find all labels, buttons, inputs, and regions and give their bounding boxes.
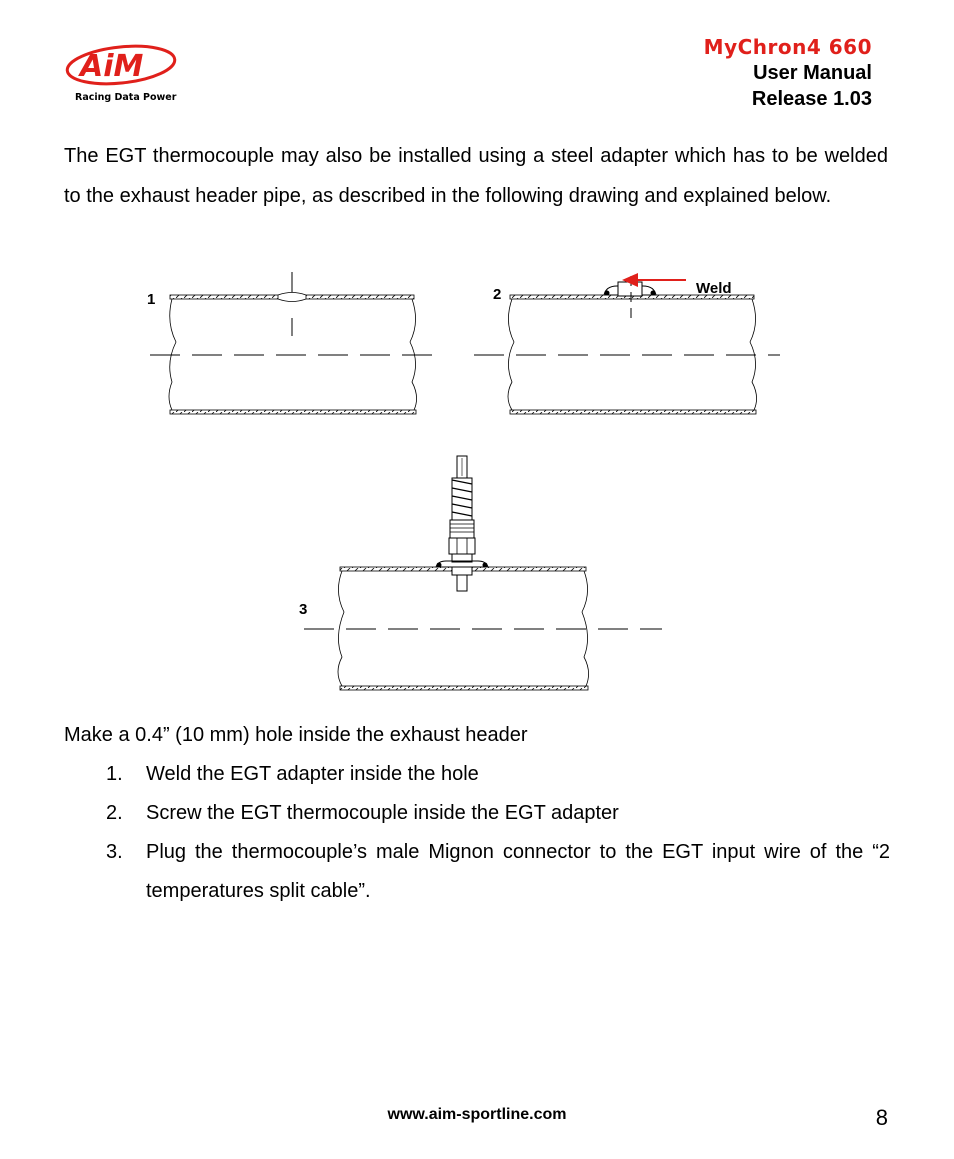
- step-number: 2.: [106, 802, 123, 824]
- instructions-lead: Make a 0.4” (10 mm) hole inside the exhaust header: [64, 724, 528, 746]
- step-text: Plug the thermocouple’s male Mignon connector to the EGT input wire of the “2 temperatures split cable”.: [146, 841, 890, 902]
- intro-paragraph: The EGT thermocouple may also be installed using a steel adapter which has to be welded to the exhaust header pipe, as described in the following drawing and explained below.: [64, 145, 888, 207]
- pipe-figure-2: [474, 273, 780, 414]
- release-version: Release 1.03: [751, 88, 872, 110]
- step-text: Screw the EGT thermocouple inside the EGT adapter: [146, 802, 619, 824]
- aim-logo: [64, 40, 184, 106]
- svg-text:AiM: AiM: [80, 49, 144, 84]
- manual-title: User Manual: [753, 62, 872, 84]
- pipe-figure-3: [299, 567, 662, 690]
- document-header: [704, 34, 872, 112]
- egt-installation-drawing: [0, 262, 954, 702]
- product-name: MyChron4 660: [703, 35, 872, 59]
- figure-label-2: 2: [493, 286, 502, 303]
- instruction-steps: [64, 755, 890, 911]
- figure-label-1: 1: [147, 291, 156, 308]
- weld-label: Weld: [696, 280, 732, 297]
- page-number: 8: [875, 1105, 888, 1130]
- list-item: [64, 833, 890, 911]
- step-number: 1.: [106, 763, 123, 785]
- logo-tagline: Racing Data Power: [75, 92, 177, 103]
- pipe-figure-1: [147, 272, 440, 414]
- footer-url: www.aim-sportline.com: [387, 1106, 567, 1123]
- step-number: 3.: [106, 841, 123, 863]
- list-item: [64, 794, 890, 833]
- step-text: Weld the EGT adapter inside the hole: [146, 763, 479, 785]
- list-item: [64, 755, 890, 794]
- figure-label-3: 3: [299, 601, 308, 618]
